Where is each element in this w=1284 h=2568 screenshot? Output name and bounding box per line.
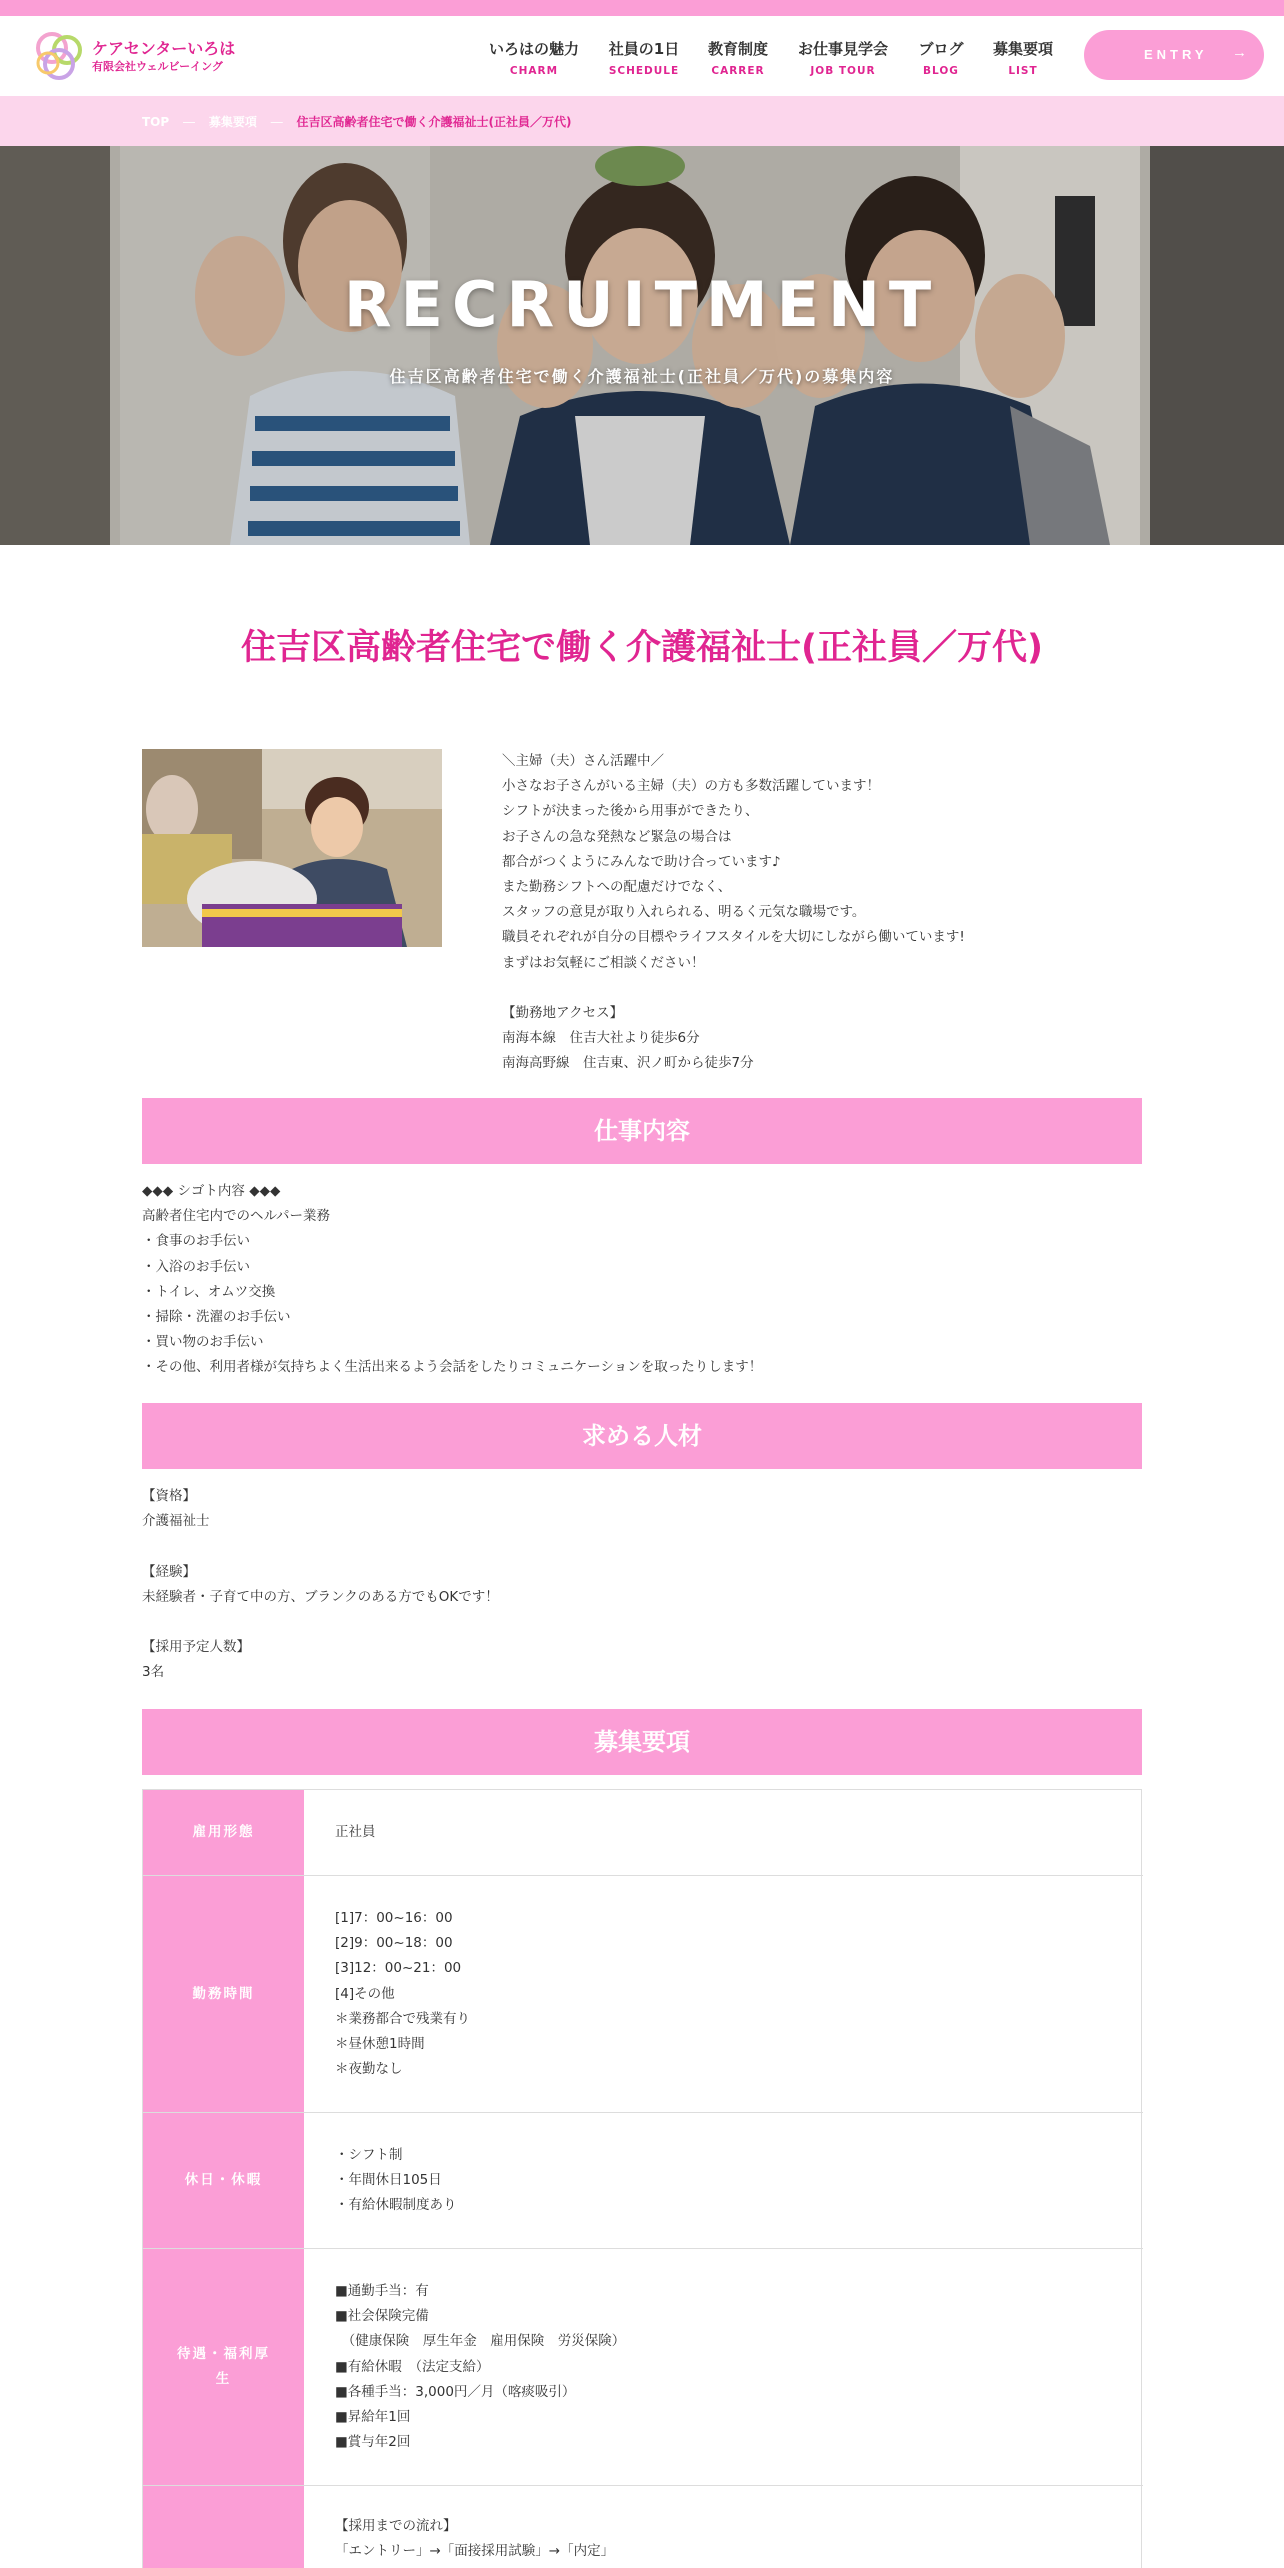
intro-line: スタッフの意見が取り入れられる、明るく元気な職場です。 xyxy=(502,904,866,921)
row-value xyxy=(335,2143,457,2219)
entry-label: ENTRY xyxy=(1144,47,1208,62)
requirements-table xyxy=(142,1789,1142,2568)
intro-line: 南海本線 住吉大社より徒歩6分 xyxy=(502,1030,700,1047)
intro-text xyxy=(502,749,1142,1077)
row-line: ・有給休暇制度あり xyxy=(335,2197,457,2214)
nav-item-schedule[interactable] xyxy=(609,38,679,77)
arrow-right-icon: → xyxy=(1232,44,1247,61)
wanted-line: 介護福祉士 xyxy=(142,1513,210,1530)
wanted-line: 3名 xyxy=(142,1664,165,1681)
row-label: 雇用形態 xyxy=(143,1790,304,1875)
wanted-description xyxy=(142,1484,1142,1686)
intro-line: また勤務シフトへの配慮だけでなく、 xyxy=(502,879,732,896)
row-line: [3]12：00~21：00 xyxy=(335,1960,462,1977)
job-line: 高齢者住宅内でのヘルパー業務 xyxy=(142,1208,331,1225)
row-line: ■社会保険完備 xyxy=(335,2308,429,2325)
intro-line: まずはお気軽にご相談ください！ xyxy=(502,954,705,971)
job-description xyxy=(142,1179,1142,1381)
row-line: ■賞与年2回 xyxy=(335,2434,411,2451)
row-line: ・シフト制 xyxy=(335,2147,403,2163)
hero-banner xyxy=(0,146,1284,545)
nav-label: 教育制度 xyxy=(707,40,769,58)
page-title: 住吉区高齢者住宅で働く介護福祉士(正社員／万代) xyxy=(241,628,1043,668)
row-line: ＊昼休憩1時間 xyxy=(335,2036,425,2053)
nav-label: お仕事見学会 xyxy=(797,40,889,58)
nav-sublabel: LIST xyxy=(1008,65,1038,77)
table-row xyxy=(143,1876,1143,2113)
top-accent-bar xyxy=(0,0,1284,16)
wanted-line xyxy=(142,1610,1142,1635)
nav-label: 社員の1日 xyxy=(608,40,680,58)
wanted-line xyxy=(142,1534,1142,1559)
breadcrumb-list[interactable]: 募集要項 xyxy=(208,115,257,129)
row-line: ■昇給年1回 xyxy=(335,2409,411,2426)
row-value xyxy=(335,1820,376,1845)
row-line: [1]7：00~16：00 xyxy=(335,1910,453,1926)
row-line: 「エントリー」→「面接採用試験」→「内定」 xyxy=(335,2543,615,2560)
job-line: ・その他、利用者様が気持ちよく生活出来るよう会話をしたりコミュニケーションを取ったりします！ xyxy=(142,1359,763,1376)
row-line: ＊夜勤なし xyxy=(335,2061,403,2078)
row-label: 待遇・福利厚生 xyxy=(143,2249,304,2485)
row-value xyxy=(335,2514,614,2564)
hero-overlay xyxy=(0,146,1284,545)
row-value xyxy=(335,1906,470,2082)
row-label xyxy=(143,2486,304,2568)
table-row xyxy=(143,1790,1143,1876)
nav-sublabel: CARRER xyxy=(711,65,765,77)
wanted-line: 【資格】 xyxy=(142,1488,196,1504)
row-line: ■通勤手当：有 xyxy=(335,2283,429,2299)
intro-line: お子さんの急な発熱など緊急の場合は xyxy=(502,828,732,845)
job-line: ・買い物のお手伝い xyxy=(142,1334,264,1351)
logo-title: ケアセンターいろは xyxy=(92,39,236,58)
nav-label: 募集要項 xyxy=(992,40,1054,58)
wanted-line: 未経験者・子育て中の方、ブランクのある方でもOKです！ xyxy=(142,1588,499,1605)
table-row xyxy=(143,2486,1143,2568)
intro-line: 職員それぞれが自分の目標やライフスタイルを大切にしながら働いています! xyxy=(502,929,965,946)
hero-title: RECRUITMENT xyxy=(343,268,941,341)
nav-sublabel: SCHEDULE xyxy=(608,65,680,77)
intro-photo xyxy=(142,749,442,947)
table-row xyxy=(143,2249,1143,2486)
intro-line: 小さなお子さんがいる主婦（夫）の方も多数活躍しています！ xyxy=(502,778,880,795)
section-heading-wanted: 求める人材 xyxy=(142,1403,1142,1469)
caregiver-photo-image xyxy=(142,749,442,947)
row-label: 休日・休暇 xyxy=(143,2113,304,2248)
nav-item-list[interactable] xyxy=(993,38,1053,77)
job-line: ◆◆◆ シゴト内容 ◆◆◆ xyxy=(142,1183,281,1199)
row-line: ＊業務都合で残業有り xyxy=(335,2010,470,2027)
row-line: （健康保険 厚生年金 雇用保険 労災保険） xyxy=(335,2333,626,2350)
row-line: [2]9：00~18：00 xyxy=(335,1935,453,1952)
row-line: 正社員 xyxy=(335,1824,376,1840)
intro-line: 都合がつくようにみんなで助け合っています♪ xyxy=(502,853,781,870)
logo-company: 有限会社ウェルビーイング xyxy=(92,60,223,73)
intro-line: ＼主婦（夫）さん活躍中／ xyxy=(502,753,664,769)
row-line: [4]その他 xyxy=(335,1985,395,2002)
breadcrumb xyxy=(0,96,1284,146)
nav-sublabel: JOB TOUR xyxy=(810,65,876,77)
wanted-line: 【採用予定人数】 xyxy=(142,1639,250,1656)
breadcrumb-top[interactable]: TOP xyxy=(142,115,170,129)
nav-label: ブログ xyxy=(918,40,964,58)
intro-line xyxy=(502,976,1142,1001)
job-line: ・入浴のお手伝い xyxy=(142,1258,250,1275)
intro-line: 南海高野線 住吉東、沢ノ町から徒歩7分 xyxy=(502,1055,754,1072)
job-line: ・トイレ、オムツ交換 xyxy=(142,1283,276,1300)
wanted-line: 【経験】 xyxy=(142,1563,196,1580)
row-line: ■有給休暇 （法定支給） xyxy=(335,2358,490,2375)
row-line: 【採用までの流れ】 xyxy=(335,2518,457,2534)
hero-subtitle: 住吉区高齢者住宅で働く介護福祉士(正社員／万代)の募集内容 xyxy=(389,367,895,386)
nav-sublabel: BLOG xyxy=(923,65,959,77)
nav-item-charm[interactable] xyxy=(489,38,579,77)
intro-line: シフトが決まった後から用事ができたり、 xyxy=(502,803,759,820)
breadcrumb-separator: ― xyxy=(270,115,283,129)
section-heading-job: 仕事内容 xyxy=(142,1098,1142,1164)
nav-item-career[interactable] xyxy=(708,38,768,77)
job-line: ・掃除・洗濯のお手伝い xyxy=(142,1309,291,1326)
nav-label: いろはの魅力 xyxy=(488,40,580,58)
nav-sublabel: CHARM xyxy=(509,65,559,77)
row-line: ・年間休日105日 xyxy=(335,2172,442,2189)
row-value xyxy=(335,2279,625,2455)
row-label: 勤務時間 xyxy=(143,1876,304,2112)
nav-item-blog[interactable] xyxy=(918,38,963,77)
job-line: ・食事のお手伝い xyxy=(142,1233,250,1250)
section-heading-requirements: 募集要項 xyxy=(142,1709,1142,1775)
table-row xyxy=(143,2113,1143,2249)
nav-item-job-tour[interactable] xyxy=(798,38,888,77)
breadcrumb-current: 住吉区高齢者住宅で働く介護福祉士(正社員／万代) xyxy=(296,115,572,129)
site-header xyxy=(0,16,1284,96)
breadcrumb-separator: ― xyxy=(183,115,196,129)
entry-button[interactable] xyxy=(1084,30,1264,80)
row-line: ■各種手当：3,000円／月（喀痰吸引） xyxy=(335,2383,576,2400)
intro-line: 【勤務地アクセス】 xyxy=(502,1005,624,1022)
